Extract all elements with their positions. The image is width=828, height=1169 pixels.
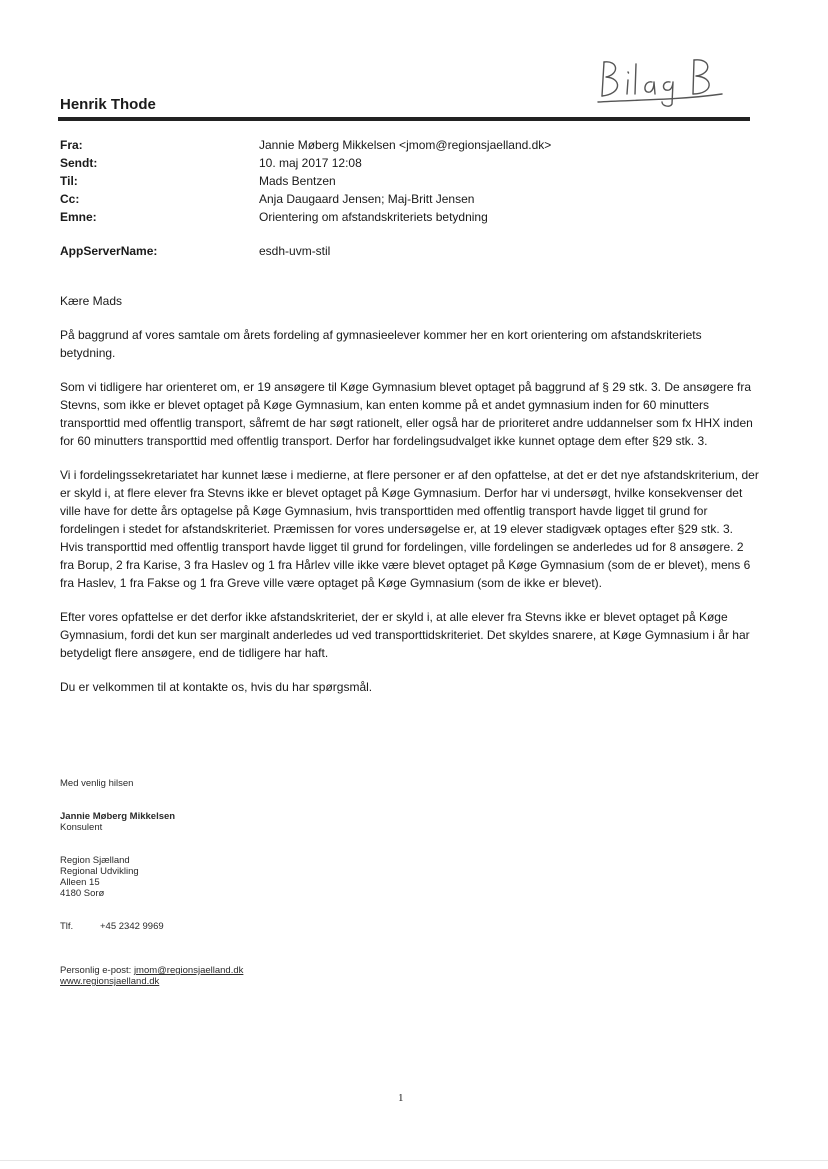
paragraph: Du er velkommen til at kontakte os, hvis du har spørgsmål.	[60, 680, 373, 694]
paragraph: Som vi tidligere har orienteret om, er 19 ansøgere til Køge Gymnasium blevet optaget på baggrund af § 29 stk. 3. De ansøgere fra Stevns, som ikke er blevet optaget på Køge Gymnasium, kan enten komme på et andet gymnasium inden for 60 minutters transporttid med offentlig transport, såfremt de har søgt rationelt, eller også har de prioriteret andre uddannelser som fx HHX inden for 60 minutters transporttid med offentlig transport. Derfor har fordelingsudvalget ikke kunnet optage dem efter §29 stk. 3.	[60, 380, 753, 448]
email-headers	[60, 136, 750, 260]
website-link[interactable]: www.regionsjaelland.dk	[60, 976, 160, 987]
handwritten-annotation	[590, 50, 730, 110]
header-value: 10. maj 2017 12:08	[259, 156, 362, 170]
email-label: Personlig e-post:	[60, 965, 132, 976]
header-to	[60, 172, 750, 190]
email-link[interactable]: jmom@regionsjaelland.dk	[133, 965, 244, 976]
email-body	[60, 292, 760, 712]
paragraph: Efter vores opfattelse er det derfor ikke afstandskriteriet, der er skyld i, at alle elever fra Stevns ikke er blevet optaget på Køge Gymnasium, fordi det kun ser marginalt anderledes ud ved transporttidskriteriet. Det skyldes snarere, at Køge Gymnasium i år har betydeligt flere ansøgere, end de tidligere har haft.	[60, 610, 750, 660]
header-label: AppServerName:	[60, 244, 158, 258]
signature-name: Jannie Møberg Mikkelsen	[60, 811, 176, 822]
header-rule	[58, 117, 750, 121]
header-value: Anja Daugaard Jensen; Maj-Britt Jensen	[259, 192, 475, 206]
header-label: Til:	[60, 174, 78, 188]
header-subject	[60, 208, 750, 226]
header-app-server	[60, 242, 750, 260]
header-label: Sendt:	[60, 156, 98, 170]
email-signature	[60, 778, 460, 987]
signature-dept: Regional Udvikling	[60, 866, 139, 877]
paragraph: På baggrund af vores samtale om årets fordeling af gymnasieelever kommer her en kort orientering om afstandskriteriets betydning.	[60, 328, 702, 360]
phone-number: +45 2342 9969	[100, 921, 164, 932]
page-number: 1	[398, 1092, 404, 1104]
paragraph: Hvis transporttid med offentlig transport havde ligget til grund for fordelingen, ville fordelingen se anderledes ud for 8 ansøgere. 2 fra Borup, 2 fra Karise, 3 fra Haslev og 1 fra Hårlev ville ikke være blevet optaget på Køge Gymnasium (som de er blevet), mens 6 fra Haslev, 1 fra Fakse og 1 fra Greve ville være optaget på Køge Gymnasium (som de ikke er blevet).	[60, 540, 751, 590]
header-value: Orientering om afstandskriteriets betydning	[259, 210, 488, 224]
phone-label: Tlf.	[60, 921, 74, 932]
header-label: Fra:	[60, 138, 83, 152]
header-label: Cc:	[60, 192, 80, 206]
signature-email	[60, 965, 460, 976]
header-cc	[60, 190, 750, 208]
signature-phone	[60, 921, 460, 932]
signature-closing: Med venlig hilsen	[60, 778, 134, 789]
signature-title: Konsulent	[60, 822, 103, 833]
header-label: Emne:	[60, 210, 97, 224]
scan-edge	[0, 1160, 828, 1161]
mailbox-owner-name: Henrik Thode	[60, 96, 156, 113]
header-value: Jannie Møberg Mikkelsen <jmom@regionsjaelland.dk>	[259, 138, 552, 152]
header-sent	[60, 154, 750, 172]
signature-city: 4180 Sorø	[60, 888, 105, 899]
paragraph: Vi i fordelingssekretariatet har kunnet læse i medierne, at flere personer er af den opfattelse, at det er det nye afstandskriterium, der er skyld i, at flere elever fra Stevns ikke er blevet optaget på Køge Gymnasium. Derfor har vi undersøgt, hvilke konsekvenser det ville have for dette års optagelse på Køge Gymnasium, hvis transporttiden med offentlig transport havde ligget til grund for fordelingen i stedet for afstandskriteriet. Præmissen for vores undersøgelse er, at 19 elever stadigvæk optages efter §29 stk. 3.	[60, 468, 759, 536]
header-value: Mads Bentzen	[259, 174, 336, 188]
signature-street: Alleen 15	[60, 877, 100, 888]
header-value: esdh-uvm-stil	[259, 244, 331, 258]
header-from	[60, 136, 750, 154]
signature-org: Region Sjælland	[60, 855, 130, 866]
greeting: Kære Mads	[60, 294, 123, 308]
